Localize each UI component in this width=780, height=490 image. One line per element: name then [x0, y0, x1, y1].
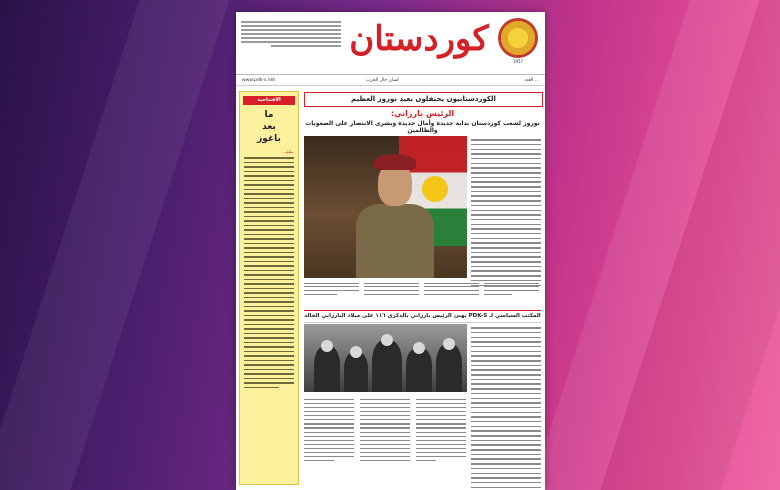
- website-url: www.pdk-s.net: [242, 78, 276, 83]
- section-headline: المكتب السياسي لـ PDK-S يهنئ الرئيس بارزاني بالذكرى ١١٦ على ميلاد البارزاني الخالد: [304, 310, 541, 323]
- date-bar: [236, 76, 545, 86]
- editorial-author: بقلم...: [282, 149, 293, 154]
- article-column-right: [471, 136, 541, 289]
- masthead: [236, 12, 545, 75]
- date-bar-center: لسان حال الحزب: [366, 78, 399, 83]
- article-headline: نوروز لشعب كوردستان بداية جديدة وأمال جديدة وبشرى الانتصار على الصعوبات والظالمين: [305, 120, 540, 134]
- party-emblem-icon: [498, 18, 538, 58]
- photo-captions: [304, 280, 541, 308]
- background-stripe: [0, 0, 230, 490]
- masthead-notice: [241, 19, 341, 65]
- editorial-body: [240, 157, 298, 388]
- newspaper-page: [236, 12, 545, 490]
- newspaper-logo: كوردستان: [349, 19, 489, 59]
- section-column-right: [471, 324, 541, 490]
- article-kicker: الرئيس بارزاني:: [390, 109, 455, 118]
- section-columns: [304, 396, 467, 482]
- editorial-header: الافتتاحية: [243, 96, 295, 105]
- banner-headline: الكوردستانيون يحتفلون بعيد نوروز العظيم: [304, 92, 543, 107]
- editorial-sidebar: [239, 91, 299, 485]
- issue-info: العدد ...: [524, 78, 539, 83]
- historic-photo: [304, 324, 467, 392]
- editorial-title: ما بعد باغوز: [257, 110, 281, 144]
- portrait-figure: [356, 154, 434, 278]
- president-photo: [304, 136, 467, 278]
- emblem-year: 1957: [512, 59, 524, 64]
